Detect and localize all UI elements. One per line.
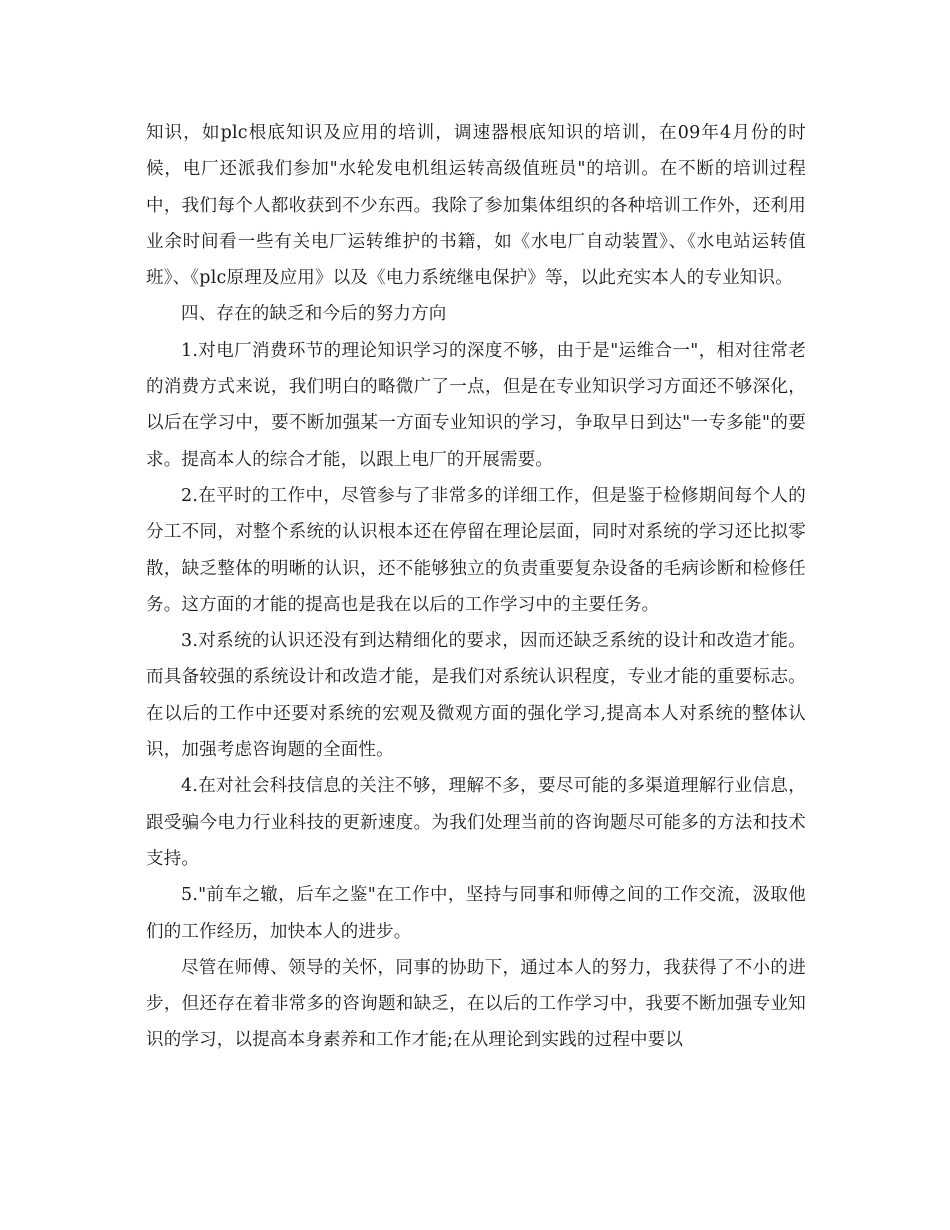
list-item-3: 3.对系统的认识还没有到达精细化的要求，因而还缺乏系统的设计和改造才能。而具备较强的系统设计和改造才能，是我们对系统认识程度，专业才能的重要标志。在以后的工作中还要对系统的宏观及微观方面的强化学习,提高本人对系统的整体认识，加强考虑咨询题的全面性。 (146, 631, 806, 761)
closing-paragraph: 尽管在师傅、领导的关怀，同事的协助下，通过本人的努力，我获得了不小的进步，但还存在着非常多的咨询题和缺乏，在以后的工作学习中，我要不断加强专业知识的学习，以提高本身素养和工作才能;在从理论到实践的过程中要以 (146, 957, 806, 1051)
section-heading: 四、存在的缺乏和今后的努力方向 (181, 304, 447, 325)
list-item-4: 4.在对社会科技信息的关注不够，理解不多，要尽可能的多渠道理解行业信息，跟受骗今电力行业科技的更新速度。为我们处理当前的咨询题尽可能多的方法和技术支持。 (146, 776, 806, 869)
list-item-1: 1.对电厂消费环节的理论知识学习的深度不够，由于是"运维合一"，相对往常老的消费方式来说，我们明白的略微广了一点，但是在专业知识学习方面还不够深化，以后在学习中，要不断加强某一方面专业知识的学习，争取早日到达"一专多能"的要求。提高本人的综合才能，以跟上电厂的开展需要。 (146, 340, 806, 470)
list-item-5: 5."前车之辙，后车之鉴"在工作中，坚持与同事和师傅之间的工作交流，汲取他们的工作经历，加快本人的进步。 (146, 885, 806, 942)
body-paragraph: 知识，如plc根底知识及应用的培训，调速器根底知识的培训，在09年4月份的时候，电厂还派我们参加"水轮发电机组运转高级值班员"的培训。在不断的培训过程中，我们每个人都收获到不少东西。我除了参加集体组织的各种培训工作外，还利用业余时间看一些有关电厂运转维护的书籍，如《水电厂自动装置》、《水电站运转值班》、《plc原理及应用》以及《电力系统继电保护》等，以此充实本人的专业知识。 (146, 123, 806, 289)
document-body (146, 115, 806, 1059)
list-item-2: 2.在平时的工作中，尽管参与了非常多的详细工作，但是鉴于检修期间每个人的分工不同，对整个系统的认识根本还在停留在理论层面，同时对系统的学习还比拟零散，缺乏整体的明晰的认识，还不能够独立的负责重要复杂设备的毛病诊断和检修任务。这方面的才能的提高也是我在以后的工作学习中的主要任务。 (146, 485, 806, 615)
